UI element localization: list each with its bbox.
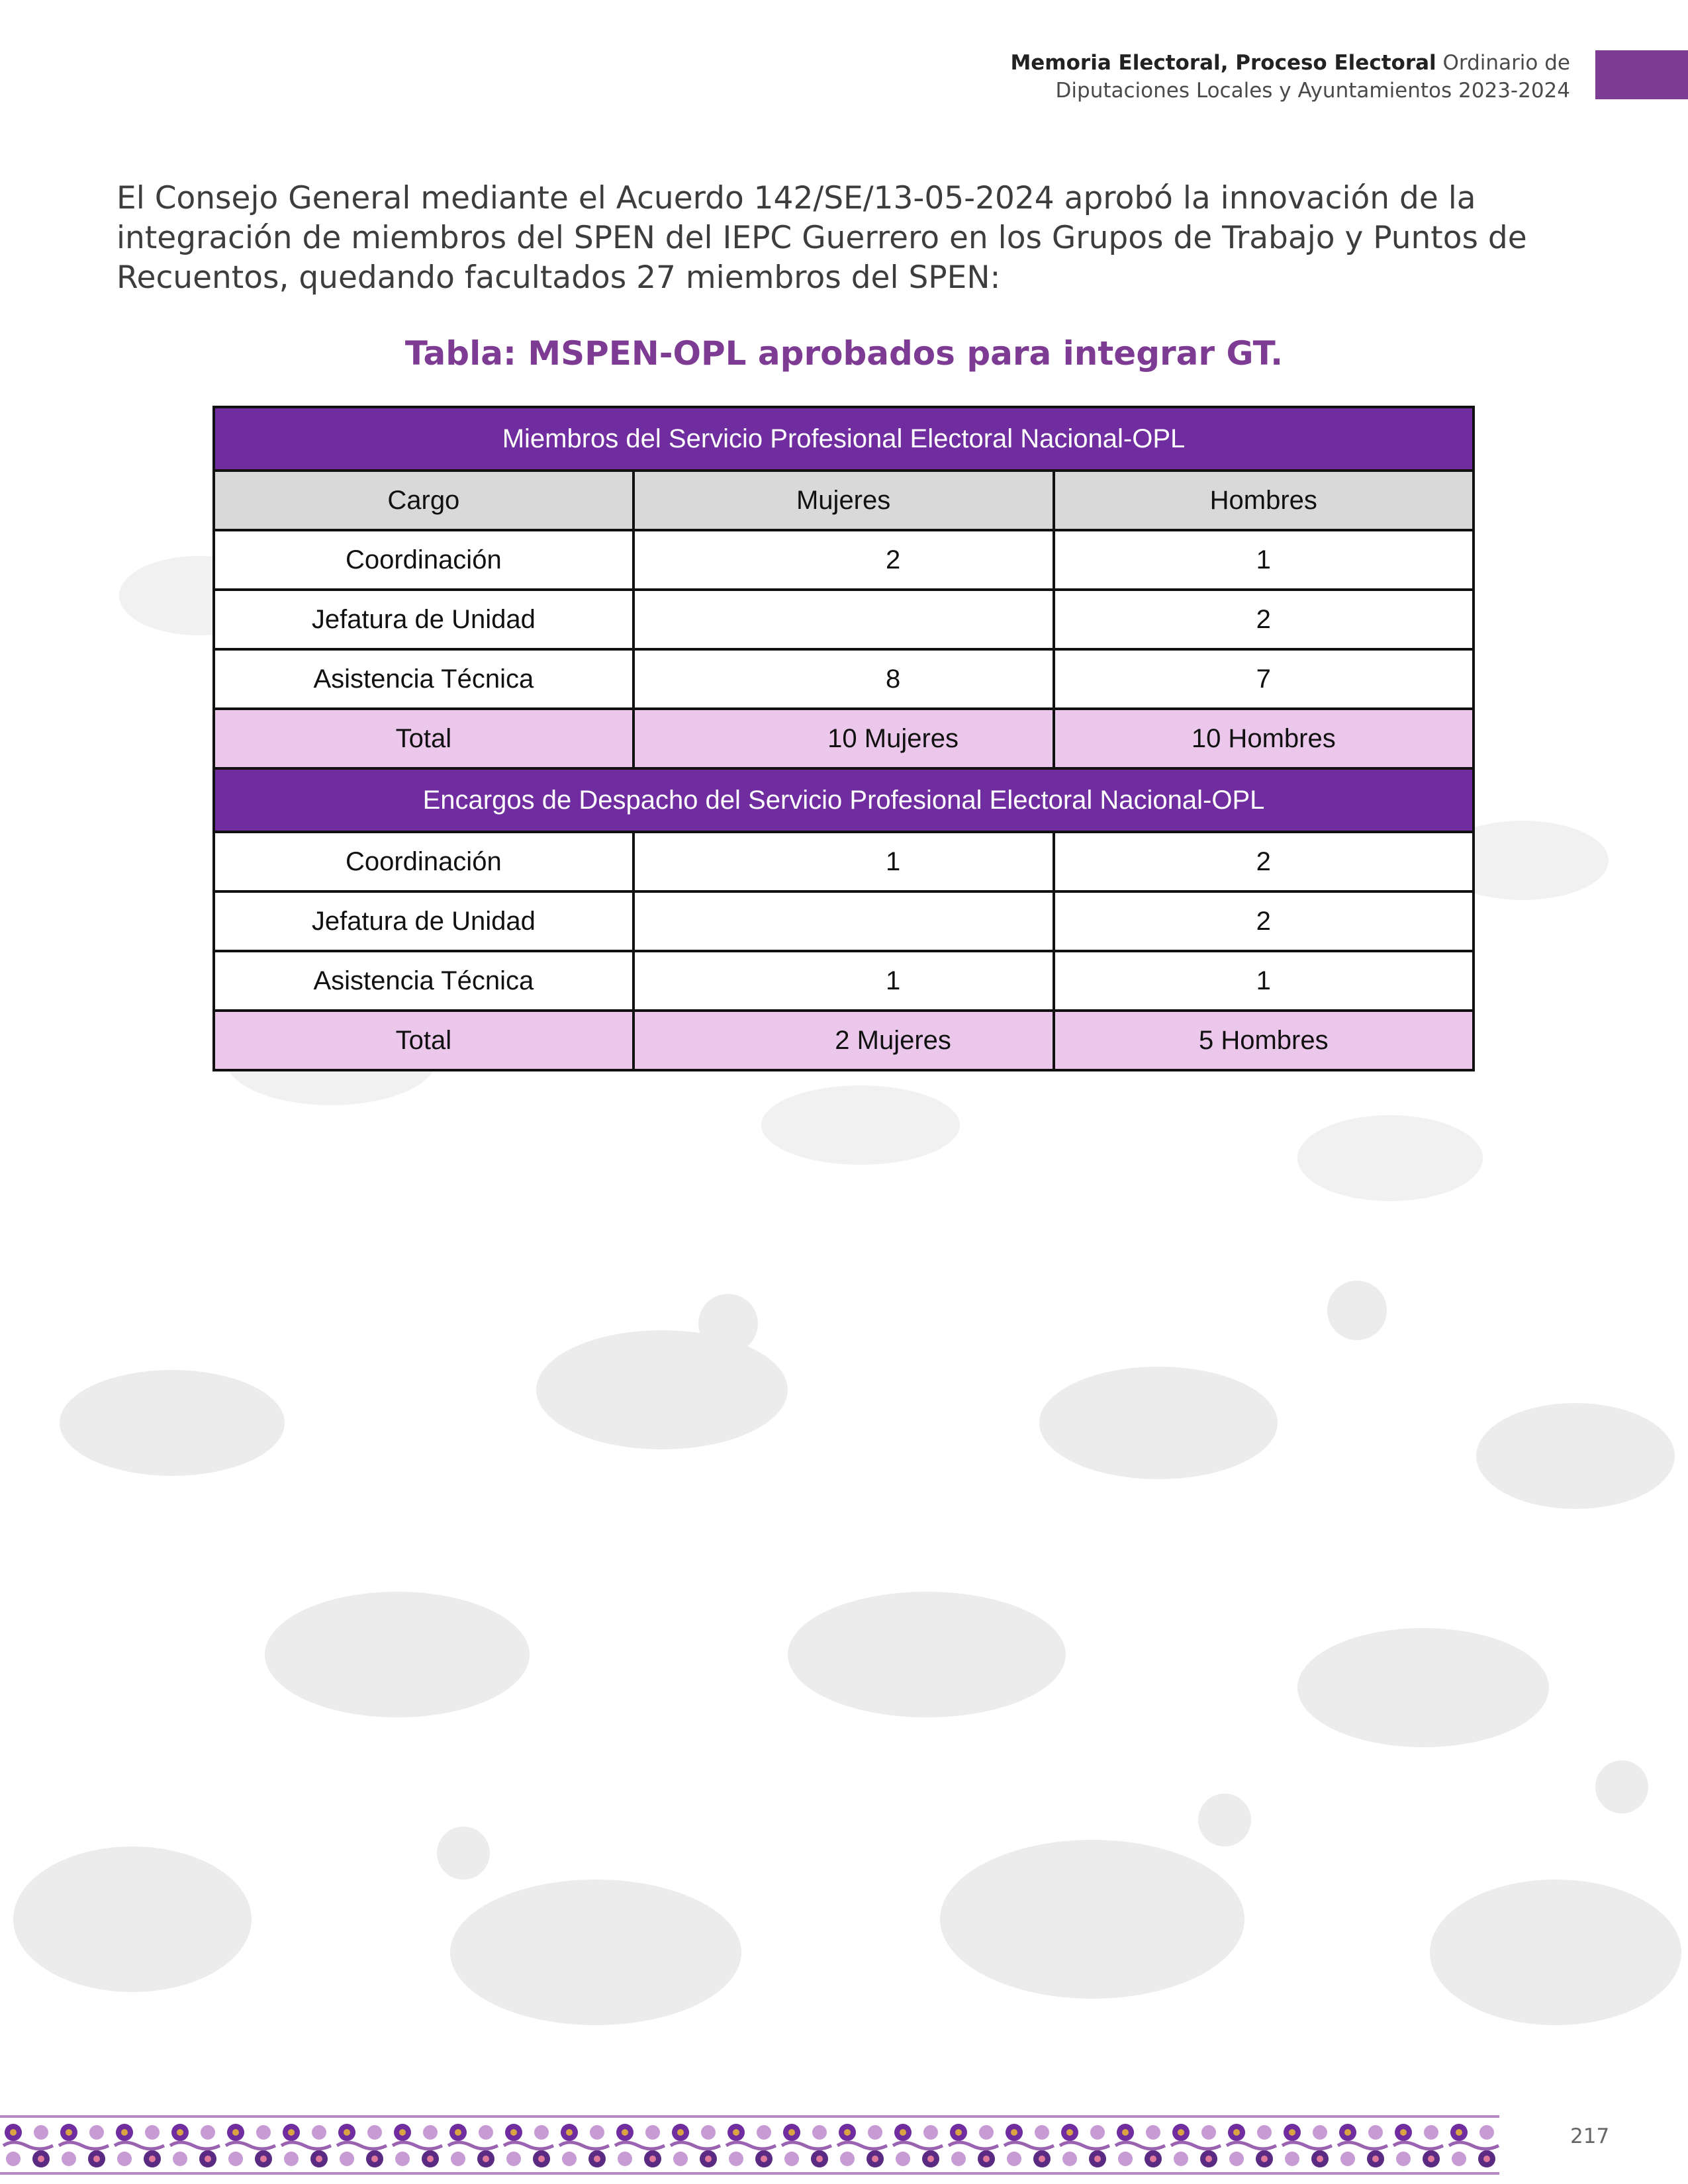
cell-mujeres: 1 [633,832,1054,891]
intro-paragraph: El Consejo General mediante el Acuerdo 142/SE/13-05-2024 aprobó la innovación de la integración de miembros del SPEN del IEPC Guerrero en los Grupos de Trabajo y Puntos de Recuentos, quedando facultados 27 miembros del SPEN: [117,180,1527,296]
cell-hombres: 2 [1054,590,1474,649]
cell-cargo: Coordinación [214,530,633,590]
cell-hombres: 2 [1054,891,1474,951]
running-header [1010,49,1570,105]
header-subtitle: Diputaciones Locales y Ayuntamientos 2023-2024 [1055,79,1570,103]
total-mujeres: 2 Mujeres [633,1011,1054,1070]
header-title-rest: Ordinario de [1442,51,1570,75]
table-row [214,530,1474,590]
total-label: Total [214,709,633,768]
section-heading-row [214,407,1474,471]
total-label: Total [214,1011,633,1070]
header-title-bold: Memoria Electoral, Proceso Electoral [1010,51,1436,75]
header-accent-bar [1595,50,1688,99]
section-heading-row [214,768,1474,832]
spen-table [212,406,1475,1071]
total-row [214,709,1474,768]
cell-hombres: 1 [1054,951,1474,1011]
cell-cargo: Asistencia Técnica [214,649,633,709]
col-header-cargo: Cargo [214,471,633,530]
table-row [214,951,1474,1011]
cell-mujeres [633,590,1054,649]
cell-cargo: Coordinación [214,832,633,891]
col-header-hombres: Hombres [1054,471,1474,530]
cell-mujeres: 1 [633,951,1054,1011]
cell-cargo: Asistencia Técnica [214,951,633,1011]
table-row [214,891,1474,951]
cell-mujeres: 8 [633,649,1054,709]
table-title: Tabla: MSPEN-OPL aprobados para integrar GT. [404,334,1284,373]
page-number: 217 [1570,2124,1610,2148]
total-row [214,1011,1474,1070]
cell-hombres: 7 [1054,649,1474,709]
cell-cargo: Jefatura de Unidad [214,590,633,649]
table-row [214,832,1474,891]
cell-cargo: Jefatura de Unidad [214,891,633,951]
cell-hombres: 1 [1054,530,1474,590]
column-header-row [214,471,1474,530]
total-hombres: 10 Hombres [1054,709,1474,768]
embroidery-border [0,2106,1499,2184]
cell-mujeres [633,891,1054,951]
section1-heading: Miembros del Servicio Profesional Electoral Nacional-OPL [214,407,1474,471]
table-row [214,649,1474,709]
section2-heading: Encargos de Despacho del Servicio Profesional Electoral Nacional-OPL [214,768,1474,832]
cell-hombres: 2 [1054,832,1474,891]
total-mujeres: 10 Mujeres [633,709,1054,768]
table-row [214,590,1474,649]
total-hombres: 5 Hombres [1054,1011,1474,1070]
cell-mujeres: 2 [633,530,1054,590]
col-header-mujeres: Mujeres [633,471,1054,530]
